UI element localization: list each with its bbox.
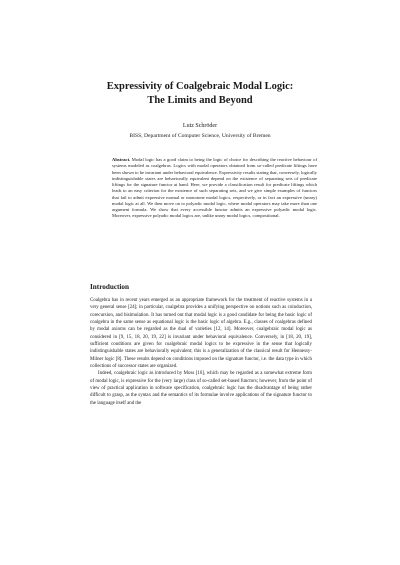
paragraph-2: Indeed, coalgebraic logic as introduced by Moss [16], which may be regarded as a somewhat extreme form of modal logic, is expressive for the (very large) class of so-called set-based functors; however, from the point of view of practical application in software specification, coalgebraic logic has the disadvantage of being rather difficult to grasp, as the syntax and the semantics of its formulae involve applications of the signature functor to the language itself and the — [90, 371, 312, 406]
author-affiliation: BISS, Department of Computer Science, University of Bremen — [129, 133, 271, 139]
paragraph-1: Coalgebra has in recent years emerged as an appropriate framework for the treatment of reactive systems in a very general sense [24]; in particular, coalgebra provides a unifying perspective on notions such as coinduction, corecursion, and bisimulation. It has turned out that modal logic is a good candidate for being the basic logic of coalgebra in the same sense as equational logic is the basic logic of algebra. E.g., classes of coalgebras defined by modal axioms can be regarded as the dual of varieties [12, 14]. Moreover, coalgebraic modal logic as considered in [9, 15, 18, 20, 19, 22] is invariant under behavioral equivalence. Conversely, in [18, 20, 19], sufficient conditions are given for coalgebraic modal logics to be expressive in the sense that logically indistinguishable states are behaviorally equivalent; this is a generalization of the classical result for Hennessy-Milner logic [8]. These results depend on conditions imposed on the signature functor, i.e. the data type in which collections of successor states are organized. — [90, 298, 312, 370]
author-name: Lutz Schröder — [182, 123, 218, 129]
paper-title — [0, 80, 400, 108]
abstract-text: Modal logic has a good claim to being the logic of choice for describing the reactive behaviour of systems modeled as coalgebras. Logics with modal operators obtained from so-called predicate liftings have been shown to be invariant under behavioral equivalence. Expressivity results stating that, conversely, logically indistinguishable states are behaviorally equivalent depend on the existence of separating sets of predicate liftings for the signature functor at hand. Here, we provide a classification result for predicate liftings which leads to an easy criterion for the existence of such separating sets, and we give simple examples of functors that fail to admit expressive normal or monotone modal logics, respectively, or in fact an expressive (unary) modal logic at all. We then move on to polyadic modal logic, where modal operators may take more than one argument formula. We show that every accessible functor admits an expressive polyadic modal logic. Moreover, expressive polyadic modal logics are, unlike unary modal logics, compositional. — [112, 157, 317, 219]
title-line-2: The Limits and Beyond — [147, 95, 253, 106]
body-text — [90, 297, 312, 407]
abstract-label: Abstract. — [112, 157, 131, 162]
abstract — [112, 157, 317, 220]
title-line-1: Expressivity of Coalgebraic Modal Logic: — [106, 81, 294, 92]
section-heading-introduction: Introduction — [90, 283, 130, 291]
